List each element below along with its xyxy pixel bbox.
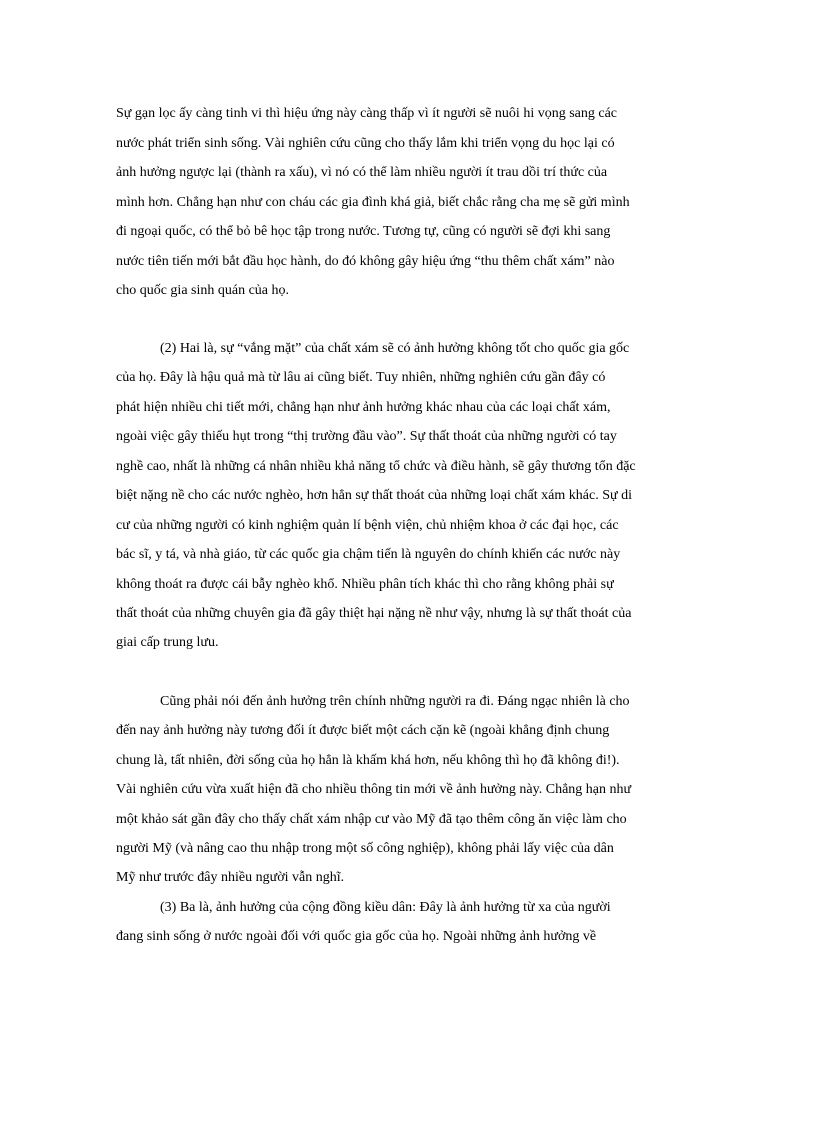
text-line: giai cấp trung lưu. bbox=[116, 635, 219, 650]
text-line: nghề cao, nhất là những cá nhân nhiều khả năng tổ chức và điều hành, sẽ gây thương tổn đặc bbox=[116, 459, 636, 474]
text-line: thất thoát của những chuyên gia đã gây thiệt hại nặng nề như vậy, nhưng là sự thất thoát của bbox=[116, 606, 632, 621]
text-line: đi ngoại quốc, có thể bỏ bê học tập trong nước. Tương tự, cũng có người sẽ đợi khi sang bbox=[116, 224, 611, 239]
text-line: (3) Ba là, ảnh hưởng của cộng đồng kiều dân: Đây là ảnh hưởng từ xa của người bbox=[160, 900, 611, 915]
text-line: biệt nặng nề cho các nước nghèo, hơn hẳn sự thất thoát của những loại chất xám khác. Sự di bbox=[116, 488, 632, 503]
text-line: mình hơn. Chẳng hạn như con cháu các gia đình khá giả, biết chắc rằng cha mẹ sẽ gửi mình bbox=[116, 195, 630, 210]
text-line: không thoát ra được cái bẫy nghèo khổ. Nhiều phân tích khác thì cho rằng không phải sự bbox=[116, 577, 614, 592]
text-line: bác sĩ, y tá, và nhà giáo, từ các quốc gia chậm tiến là nguyên do chính khiến các nước này bbox=[116, 547, 621, 562]
text-line: phát hiện nhiều chi tiết mới, chẳng hạn như ảnh hưởng khác nhau của các loại chất xám, bbox=[116, 400, 611, 415]
text-line: cư của những người có kinh nghiệm quản lí bệnh viện, chủ nhiệm khoa ở các đại học, các bbox=[116, 518, 619, 533]
text-line: cho quốc gia sinh quán của họ. bbox=[116, 283, 290, 298]
text-line: Mỹ như trước đây nhiều người vẫn nghĩ. bbox=[116, 870, 345, 885]
text-line: đang sinh sống ở nước ngoài đối với quốc gia gốc của họ. Ngoài những ảnh hưởng về bbox=[116, 929, 597, 944]
text-line: Sự gạn lọc ấy càng tinh vi thì hiệu ứng này càng thấp vì ít người sẽ nuôi hi vọng sang các bbox=[116, 106, 618, 121]
text-line: đến nay ảnh hưởng này tương đối ít được biết một cách cặn kẽ (ngoài khẳng định chung bbox=[116, 723, 610, 738]
text-line: chung là, tất nhiên, đời sống của họ hẳn là khấm khá hơn, nếu không thì họ đã không đi!). bbox=[116, 753, 620, 768]
text-line: ảnh hưởng ngược lại (thành ra xấu), vì nó có thể làm nhiều người ít trau dồi trí thức của bbox=[116, 165, 608, 180]
text-line: của họ. Đây là hậu quả mà từ lâu ai cũng biết. Tuy nhiên, những nghiên cứu gần đây có bbox=[116, 370, 606, 385]
text-line: Vài nghiên cứu vừa xuất hiện đã cho nhiều thông tin mới về ảnh hưởng này. Chẳng hạn như bbox=[116, 782, 632, 797]
text-line: người Mỹ (và nâng cao thu nhập trong một số công nghiệp), không phải lấy việc của dân bbox=[116, 841, 614, 856]
text-line: Cũng phải nói đến ảnh hưởng trên chính những người ra đi. Đáng ngạc nhiên là cho bbox=[160, 694, 630, 709]
text-line: nước tiên tiến mới bắt đầu học hành, do đó không gây hiệu ứng “thu thêm chất xám” nào bbox=[116, 254, 615, 269]
text-line: một khảo sát gần đây cho thấy chất xám nhập cư vào Mỹ đã tạo thêm công ăn việc làm cho bbox=[116, 812, 627, 827]
text-line: nước phát triển sinh sống. Vài nghiên cứu cũng cho thấy lắm khi triển vọng du học lại có bbox=[116, 136, 615, 151]
text-line: (2) Hai là, sự “vắng mặt” của chất xám sẽ có ảnh hưởng không tốt cho quốc gia gốc bbox=[160, 341, 630, 356]
text-line: ngoài việc gây thiếu hụt trong “thị trường đầu vào”. Sự thất thoát của những người có tay bbox=[116, 429, 617, 444]
